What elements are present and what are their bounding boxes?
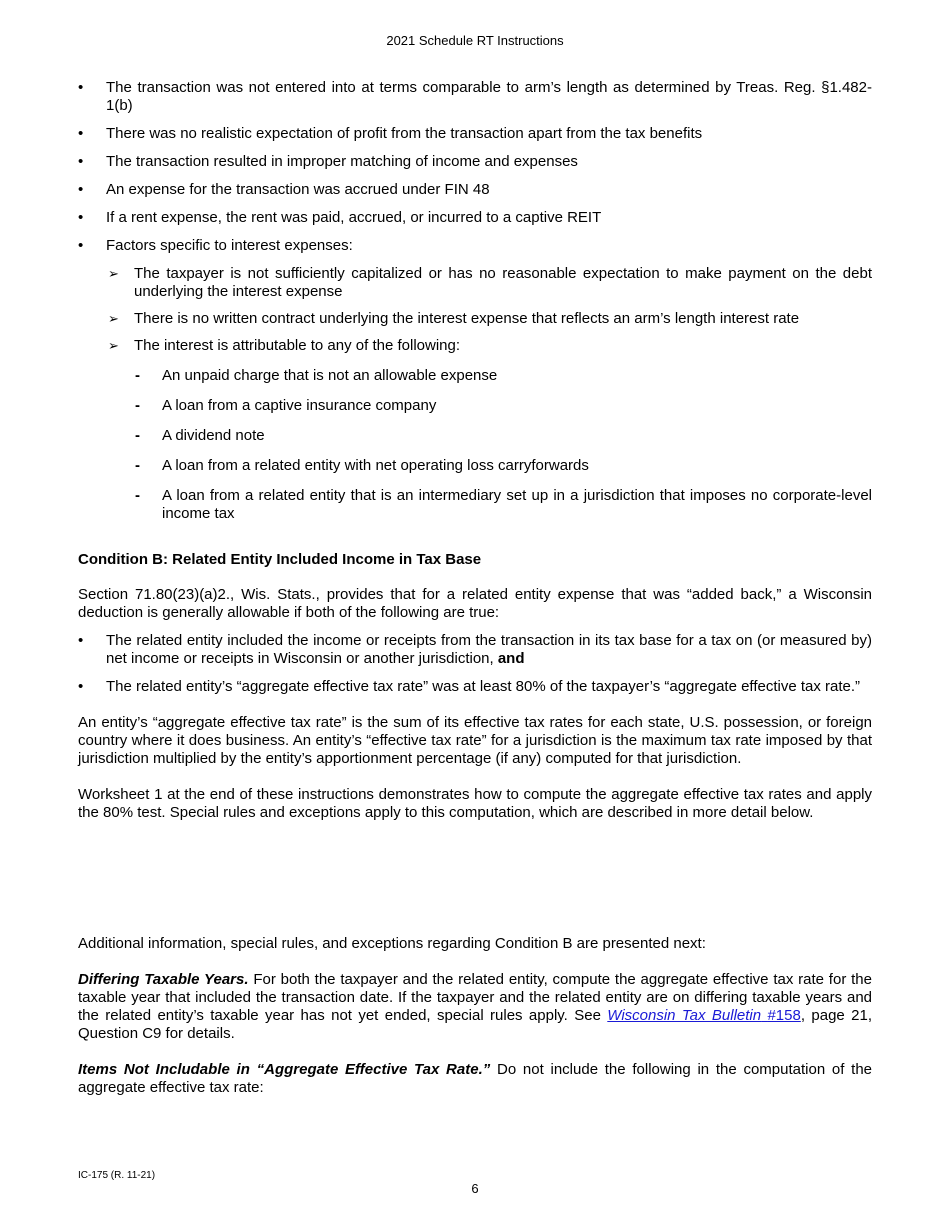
- section-heading: Condition B: Related Entity Included Income in Tax Base: [78, 551, 482, 568]
- list-item: [78, 125, 872, 143]
- paragraph-title: Differing Taxable Years.: [78, 971, 249, 988]
- list-item: [78, 209, 872, 227]
- dash-marker: -: [135, 487, 140, 504]
- blank-space: [78, 840, 872, 935]
- differing-years-paragraph: [78, 971, 872, 1043]
- paragraph-text: For both the taxpayer and the related entity, compute the aggregate effective tax rate for the taxable year that included the transaction date. If the taxpayer and the related entity are on differing taxable years and the related entity’s taxable year has not yet ended, special rules apply. See: [78, 971, 872, 1024]
- bullet-marker: •: [78, 209, 84, 226]
- bullet-marker: •: [78, 153, 84, 170]
- bullet-marker: •: [78, 237, 84, 254]
- tax-bulletin-link[interactable]: [607, 1007, 801, 1024]
- list-item-text: An expense for the transaction was accrued under FIN 48: [106, 181, 490, 198]
- dash-list-item: [78, 457, 872, 475]
- page-header: 2021 Schedule RT Instructions: [386, 33, 564, 48]
- dash-list-item: [78, 397, 872, 415]
- list-item-text: Factors specific to interest expenses:: [106, 237, 353, 254]
- list-item-text: The transaction was not entered into at terms comparable to arm’s length as determined by Treas. Reg. §1.482-1(b): [106, 79, 872, 114]
- link-text: #158: [767, 1007, 801, 1024]
- paragraph-text-after: , page 21, Question C9 for details.: [78, 1007, 872, 1042]
- dash-list-item: [78, 487, 872, 523]
- page-number: 6: [471, 1181, 479, 1196]
- dash-marker: -: [135, 397, 140, 414]
- dash-list-item-text: An unpaid charge that is not an allowable expense: [162, 367, 498, 384]
- arrow-marker-icon: ➢: [108, 338, 119, 353]
- dash-list-item-text: A loan from a related entity with net operating loss carryforwards: [162, 457, 589, 474]
- bullet-marker: •: [78, 79, 84, 96]
- condition-b-intro: Section 71.80(23)(a)2., Wis. Stats., provides that for a related entity expense that was “added back,” a Wisconsin deduction is generally allowable if both of the following are true:: [78, 586, 872, 621]
- list-item-text: If a rent expense, the rent was paid, accrued, or incurred to a captive REIT: [106, 209, 602, 226]
- dash-marker: -: [135, 427, 140, 444]
- sub-list-item: [78, 310, 872, 328]
- items-not-includable-paragraph: [78, 1061, 872, 1097]
- sub-list-item: [78, 337, 872, 355]
- list-item-text: The related entity included the income or receipts from the transaction in its tax base for a tax on (or measured by) net income or receipts in Wisconsin or another jurisdiction,: [106, 632, 872, 667]
- arrow-marker-icon: ➢: [108, 311, 119, 326]
- list-item: [78, 181, 872, 199]
- paragraph-text: Do not include the following in the computation of the aggregate effective tax rate:: [78, 1061, 873, 1096]
- sub-list-item-text: The interest is attributable to any of the following:: [134, 337, 461, 354]
- bullet-marker: •: [78, 678, 84, 695]
- aggregate-rate-paragraph: An entity’s “aggregate effective tax rate” is the sum of its effective tax rates for each state, U.S. possession, or foreign country where it does business. An entity’s “effective tax rate” for a jurisdiction is the maximum tax rate imposed by that jurisdiction multiplied by the entity’s apportionment percentage (if any) computed for that jurisdiction.: [78, 714, 872, 767]
- list-item: [78, 237, 872, 255]
- bullet-marker: •: [78, 632, 84, 649]
- dash-list-item-text: A loan from a captive insurance company: [162, 397, 437, 414]
- dash-marker: -: [135, 457, 140, 474]
- arrow-marker-icon: ➢: [108, 266, 119, 281]
- link-italic-text: Wisconsin Tax Bulletin: [607, 1007, 762, 1024]
- list-item-text: The related entity’s “aggregate effective tax rate” was at least 80% of the taxpayer’s “aggregate effective tax rate.”: [106, 678, 861, 695]
- document-body: [78, 79, 872, 1115]
- list-item: [78, 153, 872, 171]
- emphasis-and: and: [497, 650, 525, 667]
- dash-list-item-text: A dividend note: [162, 427, 265, 444]
- bullet-marker: •: [78, 181, 84, 198]
- additional-info-paragraph: Additional information, special rules, and exceptions regarding Condition B are presented next:: [78, 935, 706, 952]
- form-number: IC-175 (R. 11-21): [78, 1170, 156, 1181]
- list-item-text: The transaction resulted in improper matching of income and expenses: [106, 153, 578, 170]
- dash-list-item: [78, 367, 872, 385]
- sub-list-item: [78, 265, 872, 301]
- worksheet-paragraph: Worksheet 1 at the end of these instructions demonstrates how to compute the aggregate effective tax rates and apply the 80% test. Special rules and exceptions apply to this computation, which are described in more detail below.: [78, 786, 872, 821]
- list-item: [78, 79, 872, 115]
- list-item: [78, 632, 872, 668]
- list-item-text: There was no realistic expectation of profit from the transaction apart from the tax benefits: [106, 125, 703, 142]
- bullet-marker: •: [78, 125, 84, 142]
- sub-list-item-text: There is no written contract underlying the interest expense that reflects an arm’s length interest rate: [134, 310, 800, 327]
- sub-list-item-text: The taxpayer is not sufficiently capitalized or has no reasonable expectation to make payment on the debt underlying the interest expense: [134, 265, 872, 300]
- paragraph-title: Items Not Includable in “Aggregate Effective Tax Rate.”: [78, 1061, 491, 1078]
- dash-marker: -: [135, 367, 140, 384]
- dash-list-item-text: A loan from a related entity that is an intermediary set up in a jurisdiction that imposes no corporate-level income tax: [162, 487, 872, 522]
- list-item: [78, 678, 872, 696]
- dash-list-item: [78, 427, 872, 445]
